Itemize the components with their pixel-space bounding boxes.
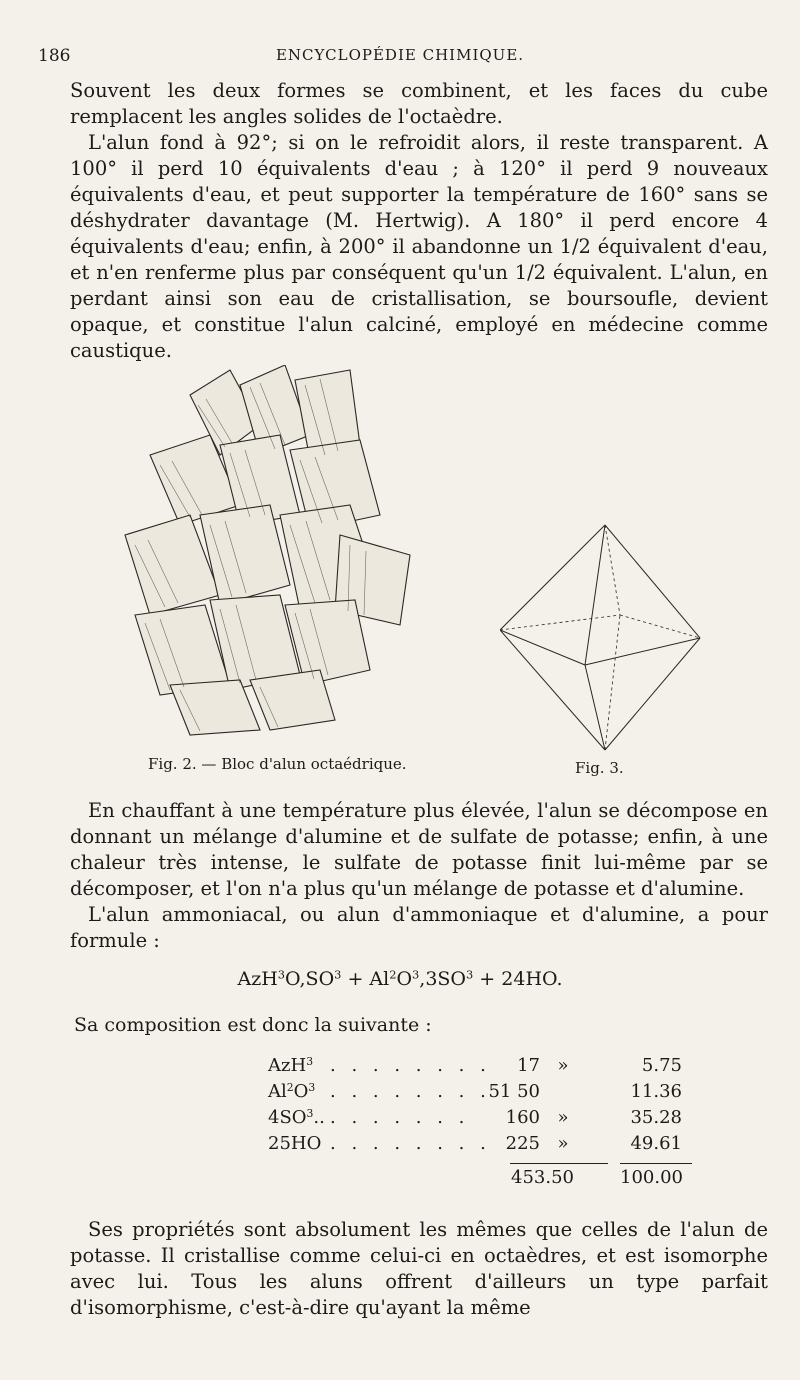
leader-dots: . . . . . . . . xyxy=(330,1055,491,1076)
table-row xyxy=(268,1133,688,1159)
paragraph: Ses propriétés sont absolument les mêmes que celles de l'alun de potasse. Il cristallise comme celui-ci en octaèdres, et est isomorphe avec lui. Tous les aluns offrent d'ailleurs un type parfait d'isomorphisme, c'est-à-dire qu'ayant la même xyxy=(70,1218,768,1319)
sum-rule xyxy=(510,1163,608,1164)
percent-value: 5.75 xyxy=(641,1055,682,1076)
fig3-octahedron-diagram xyxy=(500,520,710,760)
fig3-caption: Fig. 3. xyxy=(575,759,624,777)
table-row xyxy=(268,1107,688,1133)
ditto-mark: » xyxy=(557,1107,569,1128)
paragraph: Souvent les deux formes se combinent, et les faces du cube remplacent les angles solides de l'octaèdre. xyxy=(70,79,768,128)
chemical-formula xyxy=(0,968,800,990)
formula-part: AzH xyxy=(237,968,278,990)
formula-part: O xyxy=(396,968,413,990)
page-number: 186 xyxy=(38,46,71,66)
fig2-crystal-illustration xyxy=(110,365,420,745)
ditto-mark: » xyxy=(557,1055,569,1076)
percent-value: 35.28 xyxy=(630,1107,682,1128)
paragraph: L'alun fond à 92°; si on le refroidit alors, il reste transparent. A 100° il perd 10 équivalents d'eau ; à 120° il perd 9 nouveaux équivalents d'eau, et peut supporter la température de 160° sans se déshydrater davantage (M. Hertwig). A 180° il perd encore 4 équivalents d'eau; enfin, à 200° il abandonne un 1/2 équivalent d'eau, et n'en renferme plus par conséquent qu'un 1/2 équivalent. L'alun, en perdant ainsi son eau de cristallisation, se boursoufle, devient opaque, et constitue l'alun calciné, employé en médecine comme caustique. xyxy=(70,131,768,362)
compound-name: AzH$^3$ xyxy=(268,1055,314,1076)
formula-part: O,SO xyxy=(285,968,335,990)
formula-sup: 2 xyxy=(389,967,397,982)
formula-part: + 24HO. xyxy=(473,968,563,990)
paragraph: L'alun ammoniacal, ou alun d'ammoniaque et d'alumine, a pour formule : xyxy=(70,903,768,952)
compound-name: $Al^2O^3$ xyxy=(268,1081,316,1102)
composition-table xyxy=(268,1055,688,1195)
equivalent-value: 160 xyxy=(505,1107,540,1128)
composition-intro: Sa composition est donc la suivante : xyxy=(74,1014,432,1036)
paragraph: En chauffant à une température plus élevée, l'alun se décompose en donnant un mélange d'alumine et de sulfate de potasse; enfin, à une chaleur très intense, le sulfate de potasse finit lui-même par se décomposer, et l'on n'a plus qu'un mélange de potasse et d'alumine. xyxy=(70,799,768,900)
equivalent-value: 17 xyxy=(517,1055,540,1076)
running-title: ENCYCLOPÉDIE CHIMIQUE. xyxy=(275,46,525,64)
compound-name: $4SO^3$.. xyxy=(268,1107,325,1128)
middle-text-block xyxy=(70,798,768,954)
formula-sup: 3 xyxy=(466,967,474,982)
sum-rule xyxy=(620,1163,692,1164)
ditto-mark: » xyxy=(557,1133,569,1154)
formula-part: + Al xyxy=(341,968,390,990)
formula-sup: 3 xyxy=(277,967,286,982)
equivalent-value: 225 xyxy=(505,1133,540,1154)
total-row xyxy=(268,1167,688,1195)
bottom-text-block xyxy=(70,1217,768,1321)
fig2-caption: Fig. 2. — Bloc d'alun octaédrique. xyxy=(148,755,407,773)
formula-part: ,3SO xyxy=(419,968,467,990)
leader-dots: . . . . . . . . xyxy=(330,1133,491,1154)
leader-dots: . . . . . . . xyxy=(330,1107,470,1128)
table-row xyxy=(268,1081,688,1107)
formula-sup: 3 xyxy=(334,967,342,982)
percent-value: 11.36 xyxy=(630,1081,682,1102)
formula-sup: 3 xyxy=(412,967,420,982)
total-percent: 100.00 xyxy=(620,1167,683,1188)
figures-area xyxy=(100,355,780,785)
page-header xyxy=(38,46,762,70)
percent-value: 49.61 xyxy=(630,1133,682,1154)
equivalent-value: 51 50 xyxy=(488,1081,540,1102)
table-row xyxy=(268,1055,688,1081)
total-equivalent: 453.50 xyxy=(511,1167,574,1188)
top-text-block xyxy=(70,78,768,364)
leader-dots: . . . . . . . . xyxy=(330,1081,491,1102)
compound-name: 25HO xyxy=(268,1133,322,1154)
